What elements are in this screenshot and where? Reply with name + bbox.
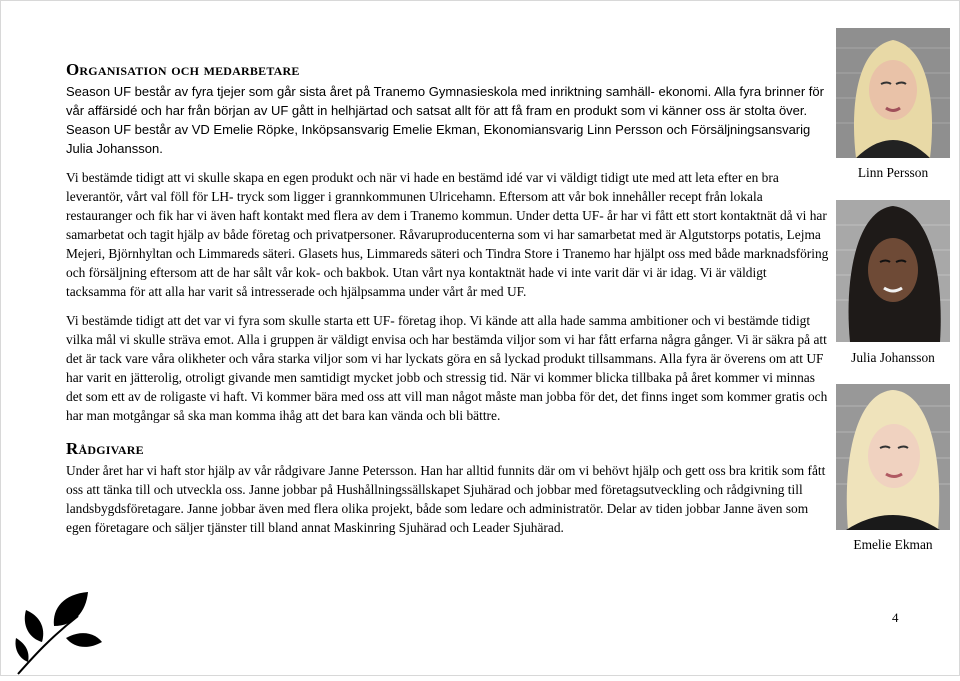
section-title-organisation: Organisation och medarbetare — [66, 60, 300, 79]
section-title-radgivare: Rådgivare — [66, 439, 144, 458]
photo-emelie-ekman — [836, 384, 950, 530]
organisation-paragraph-1: Season UF består av fyra tjejer som går sista året på Tranemo Gymnasieskola med inriktning samhäll- ekonomi. Alla fyra brinner för vår affärsidé och har från början av UF gått in helhjärtad och satsat allt för att få fram en produkt som vi känner oss är stolta över. Season UF består av VD Emelie Röpke, Inköpsansvarig Emelie Ekman, Ekonomiansvarig Linn Persson och Försäljningsansvarig Julia Johansson. — [66, 84, 824, 156]
organisation-paragraph-3: Vi bestämde tidigt att det var vi fyra som skulle starta ett UF- företag ihop. Vi kände att alla hade samma ambitioner och vi bestämde tidigt vilka mål vi skulle sträva emot. Alla i gruppen är väldigt envisa och har bestämda viljor som vi har fått erfarna några gånger. Vi är säkra på att det är tack vare våra olikheter och våra starka viljor som vi har lyckats göra en så lyckad produkt tillsammans. Alla fyra är överens om att UF har varit en jätterolig, otroligt givande men samtidigt mycket jobb och stressig tid. När vi kommer blicka tillbaka på året kommer vi minnas det som ett av de roligaste vi haft. Vi kommer bära med oss att vill man något måste man jobba för det, det finns inget som kommer gratis och har man motgångar så ska man komma ihåg att det bara kan vända och bli bättre. — [66, 313, 828, 423]
photo-julia-johansson — [836, 200, 950, 342]
radgivare-paragraph: Under året har vi haft stor hjälp av vår rådgivare Janne Petersson. Han har alltid funnits där om vi behövt hjälp och gett oss bra kritik som fått oss att tänka till och utveckla oss. Janne jobbar på Hushållningssällskapet Sjuhärad och jobbar med företagsutveckling och rådgivning till landsbygdsföretagare. Janne jobbar även med flera olika projekt, både som ledare och administratör. Delar av tiden jobbar Janne även som egen företagare och säljer tjänster till bland annat Maskinring Sjuhärad och Leader Sjuhärad. — [66, 463, 826, 535]
organisation-paragraph-2: Vi bestämde tidigt att vi skulle skapa en egen produkt och när vi hade en bestämd idé var vi väldigt tidigt ute med att leta efter en bra leverantör, vårt val föll för LH- tryck som ligger i grannkommunen Ulricehamn. Eftersom att vår bok innehåller recept från lokala restauranger och fik har vi även haft kontakt med flera av dem i Tranemo kommun. Under detta UF- år har vi fått ett stort kontaktnät då vi har samarbetat och tagit hjälp av både företag och privatpersoner. Råvaruproducenterna som vi har samarbetat med är Algutstorps potatis, Lejma Mejeri, Björnhyltan och Limmareds säteri. Glasets hus, Limmareds säteri och Tindra Store i Tranemo har hjälpt oss med både marknadsföring och försäljning eftersom att de har sålt vår kok- och bakbok. Utan vårt nya kontaktnät hade vi inte varit där vi är idag. Vi är väldigt tacksamma för att alla har varit så intresserade och hjälpsamma under vårt år med UF. — [66, 170, 829, 299]
page-number: 4 — [892, 610, 899, 625]
leaf-decoration-icon — [14, 586, 104, 681]
caption-linn-persson: Linn Persson — [857, 165, 929, 180]
photo-linn-persson — [836, 28, 950, 158]
caption-emelie-ekman: Emelie Ekman — [853, 537, 933, 552]
caption-julia-johansson: Julia Johansson — [851, 350, 935, 365]
main-content — [66, 60, 830, 547]
